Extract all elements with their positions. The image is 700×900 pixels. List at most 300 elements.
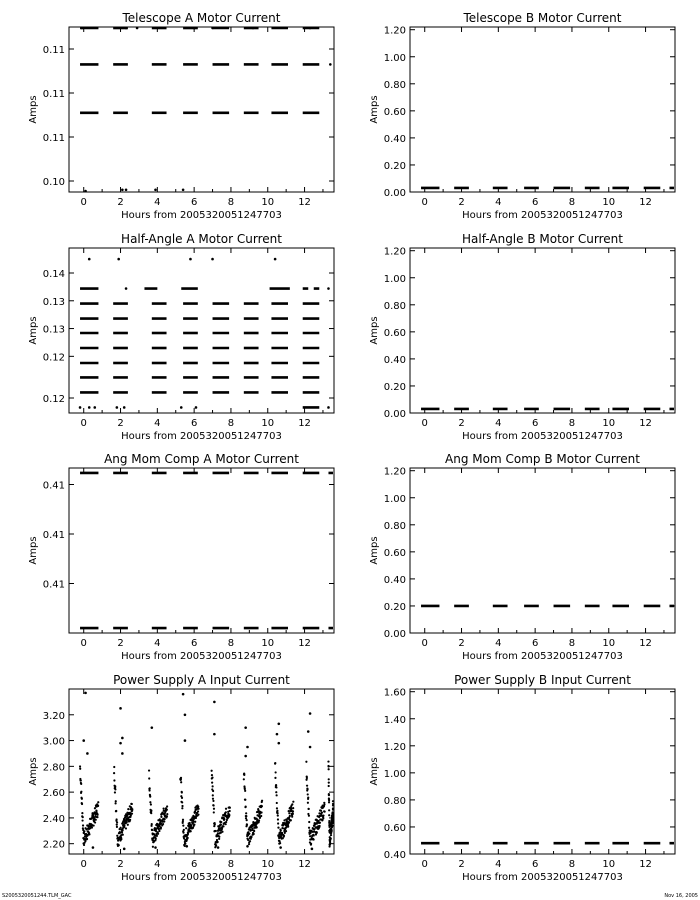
data-point [81,798,83,800]
data-point [277,723,280,726]
data-point [275,771,277,773]
plot-frame [410,27,675,192]
data-point [114,788,116,790]
x-tick-label: 4 [154,638,161,649]
data-point [222,825,224,827]
chart-title: Telescope B Motor Current [463,11,622,25]
data-point [244,726,247,729]
data-point [225,821,227,823]
y-tick-label: 1.00 [383,273,406,285]
y-tick-label: 1.20 [383,466,406,478]
data-point [245,812,247,814]
data-point [306,788,308,790]
data-point [274,258,277,261]
data-point [320,810,322,812]
data-point [86,752,89,755]
y-tick-label: 1.00 [383,768,406,780]
x-tick-label: 6 [190,638,198,649]
data-point [185,827,187,829]
chart-panel-8 [369,673,675,883]
chart-title: Power Supply B Input Current [454,673,631,687]
data-point [288,812,290,814]
x-tick-label: 12 [298,638,311,649]
y-tick-label: 1.00 [383,52,406,64]
data-series [79,692,334,851]
data-point [261,805,263,807]
data-point [120,827,122,829]
x-tick-label: 12 [639,638,652,649]
x-tick-label: 10 [261,418,275,429]
y-tick-label: 0.00 [383,188,406,199]
data-point [126,821,128,823]
data-point [116,824,118,826]
x-tick-label: 2 [458,418,465,429]
data-point [184,843,186,845]
x-tick-label: 4 [154,859,161,870]
data-point [149,801,151,803]
data-point [189,258,192,261]
x-tick-label: 10 [602,859,616,870]
data-point [88,406,91,409]
data-point [96,816,98,818]
data-point [279,840,281,842]
chart-title: Ang Mom Comp B Motor Current [445,452,640,466]
data-point [247,839,249,841]
plot-frame [69,248,334,413]
data-point [113,772,115,774]
data-point [211,777,213,779]
data-point [127,824,129,826]
data-point [166,809,168,811]
x-tick-label: 12 [639,418,652,429]
data-point [328,785,330,787]
plot-frame [69,468,334,633]
data-point [122,834,124,836]
x-tick-label: 0 [80,638,87,649]
data-point [122,829,124,831]
data-point [115,810,117,812]
data-point [151,823,153,825]
data-point [181,807,183,809]
data-point [160,816,162,818]
data-point [148,769,150,771]
data-point [160,826,162,828]
data-point [213,701,216,704]
data-point [187,833,189,835]
data-point [277,822,279,824]
data-point [328,820,330,822]
data-point [283,835,285,837]
data-point [131,803,133,805]
y-tick-label: 0.20 [383,160,406,172]
y-axis-label: Amps [28,316,39,345]
y-tick-label: 1.20 [383,25,406,37]
data-point [190,825,192,827]
data-point [220,824,222,826]
data-point [316,832,318,834]
data-point [149,795,151,797]
data-point [79,768,81,770]
data-point [321,811,323,813]
data-point [276,810,278,812]
data-point [193,823,195,825]
data-point [166,815,168,817]
data-point [182,819,184,821]
data-point [150,812,152,814]
x-tick-label: 0 [80,859,87,870]
data-point [328,768,330,770]
data-point [223,818,225,820]
data-point [225,823,227,825]
y-tick-label: 0.10 [42,177,65,188]
data-point [318,820,320,822]
chart-panel-2 [369,11,675,221]
plot-frame [69,689,334,854]
x-tick-label: 6 [531,859,539,870]
y-axis-label: Amps [369,95,380,124]
data-point [217,841,219,843]
data-point [328,809,330,811]
data-point [125,189,128,192]
data-point [331,825,333,827]
data-point [276,733,279,736]
data-point [229,810,231,812]
data-point [115,818,117,820]
data-point [251,828,253,830]
data-point [160,822,162,824]
data-point [229,807,231,809]
data-point [307,793,309,795]
data-point [307,730,310,733]
y-tick-label: 0.40 [383,850,406,861]
data-point [331,829,333,831]
data-point [212,798,214,800]
data-point [119,707,122,710]
data-point [80,783,82,785]
x-tick-label: 8 [568,638,576,649]
data-point [260,811,262,813]
data-point [277,818,279,820]
y-tick-label: 2.80 [42,762,65,774]
data-point [197,810,199,812]
x-tick-label: 0 [421,197,428,208]
data-point [309,835,311,837]
y-axis-label: Amps [28,757,39,786]
y-tick-label: 0.40 [383,574,406,586]
x-tick-label: 10 [602,197,616,208]
x-tick-label: 12 [298,197,311,208]
data-point [163,808,165,810]
data-point [309,27,312,30]
data-point [328,814,330,816]
y-tick-label: 0.13 [42,324,65,336]
data-point [114,785,116,787]
y-tick-label: 0.60 [383,106,406,118]
x-axis-label: Hours from 2005320051247703 [462,872,623,883]
data-point [225,808,227,810]
data-point [253,830,255,832]
data-point [116,406,119,409]
data-point [245,817,247,819]
y-tick-label: 0.11 [42,133,65,144]
data-point [119,742,122,745]
data-point [158,830,160,832]
x-axis-label: Hours from 2005320051247703 [462,651,623,662]
data-point [281,832,283,834]
data-point [150,810,152,812]
data-point [82,739,85,742]
data-point [131,808,133,810]
data-point [197,808,199,810]
y-tick-label: 0.41 [42,480,65,492]
data-point [328,801,330,803]
x-axis-label: Hours from 2005320051247703 [462,431,623,442]
y-axis-label: Amps [28,95,39,124]
data-point [245,815,247,817]
y-tick-label: 0.80 [383,300,406,312]
data-point [121,189,124,192]
data-point [332,800,334,802]
data-point [184,845,186,847]
data-point [246,824,248,826]
y-tick-label: 1.00 [383,493,406,505]
data-point [329,63,332,66]
data-point [92,846,95,849]
y-tick-label: 0.00 [383,629,406,640]
data-point [211,27,214,30]
x-tick-label: 0 [80,197,87,208]
data-point [127,808,129,810]
data-point [277,827,279,829]
data-point [322,817,324,819]
data-point [248,833,250,835]
data-point [125,287,128,290]
data-point [116,835,118,837]
data-point [131,813,133,815]
x-tick-label: 10 [261,859,275,870]
data-point [215,844,217,846]
data-point [307,796,309,798]
data-point [245,805,247,807]
data-point [187,837,189,839]
data-point [197,806,199,808]
data-point [91,826,93,828]
data-point [329,842,331,844]
y-tick-label: 0.20 [383,381,406,393]
x-tick-label: 8 [227,859,235,870]
data-point [292,807,294,809]
y-tick-label: 0.11 [42,45,65,56]
data-point [214,823,216,825]
data-point [256,826,258,828]
data-point [92,824,94,826]
y-axis-label: Amps [369,757,380,786]
plot-frame [410,689,675,854]
data-point [332,803,334,805]
data-point [220,821,222,823]
data-point [243,778,245,780]
data-point [114,791,116,793]
y-tick-label: 2.60 [42,788,65,800]
data-point [79,406,82,409]
data-point [218,838,220,840]
x-axis-label: Hours from 2005320051247703 [462,210,623,221]
data-point [181,797,183,799]
data-point [288,821,290,823]
x-tick-label: 10 [602,638,616,649]
data-point [280,829,282,831]
data-point [189,822,191,824]
data-point [213,808,215,810]
data-point [291,816,293,818]
data-point [182,832,184,834]
data-point [285,830,287,832]
data-point [305,761,307,763]
data-point [308,827,310,829]
chart-panel-4 [369,232,675,442]
data-point [97,805,99,807]
y-tick-label: 0.13 [42,296,65,308]
y-tick-label: 0.12 [42,352,65,364]
data-point [182,693,185,696]
x-tick-label: 12 [298,859,311,870]
data-point [313,834,315,836]
data-point [327,287,330,290]
data-point [276,794,278,796]
data-point [306,777,308,779]
footer-filename: S2005320051244.TLM_GAC [2,893,72,899]
data-point [252,27,255,30]
data-point [84,190,87,193]
x-tick-label: 12 [639,197,652,208]
data-point [275,784,277,786]
data-point [309,746,312,749]
data-point [244,799,246,801]
data-point [328,778,330,780]
y-tick-label: 0.80 [383,520,406,532]
data-point [152,846,154,848]
data-point [148,789,150,791]
y-tick-label: 0.40 [383,133,406,145]
data-point [218,836,220,838]
data-series [80,473,333,628]
y-axis-label: Amps [369,316,380,345]
data-point [211,770,213,772]
x-tick-label: 10 [602,418,616,429]
data-point [319,822,321,824]
y-tick-label: 0.60 [383,327,406,339]
chart-title: Telescope A Motor Current [122,11,281,25]
chart-panel-7 [28,673,334,883]
data-point [292,810,294,812]
data-point [244,790,246,792]
data-point [166,813,168,815]
x-tick-label: 6 [531,418,539,429]
data-point [181,801,183,803]
data-point [323,803,325,805]
data-point [213,811,215,813]
data-point [80,779,82,781]
data-point [180,777,182,779]
y-tick-label: 0.80 [383,79,406,91]
data-point [79,765,81,767]
data-point [275,791,277,793]
chart-panel-5 [28,452,334,662]
data-point [97,814,99,816]
data-point [81,812,83,814]
data-point [116,826,118,828]
data-point [82,824,84,826]
data-point [183,829,185,831]
data-point [330,834,332,836]
x-tick-label: 6 [190,418,198,429]
data-point [310,843,312,845]
x-tick-label: 2 [458,638,465,649]
x-tick-label: 8 [568,859,576,870]
data-point [162,823,164,825]
data-point [328,782,330,784]
data-point [180,406,183,409]
x-tick-label: 2 [458,197,465,208]
data-point [123,406,126,409]
data-point [93,406,96,409]
x-tick-label: 2 [117,859,124,870]
data-point [125,27,128,30]
data-point [84,692,87,695]
x-tick-label: 8 [568,418,576,429]
x-tick-label: 0 [80,418,87,429]
chart-title: Half-Angle B Motor Current [462,232,623,246]
data-point [117,258,120,261]
data-point [166,805,168,807]
data-point [123,848,126,851]
data-point [197,814,199,816]
data-point [149,787,151,789]
y-tick-label: 0.40 [383,354,406,366]
data-point [332,821,334,823]
data-point [181,791,183,793]
data-point [279,846,282,849]
x-tick-label: 4 [495,197,502,208]
x-tick-label: 8 [568,197,576,208]
data-point [292,813,294,815]
x-tick-label: 4 [495,859,502,870]
data-point [95,819,97,821]
data-point [308,808,310,810]
data-point [323,805,325,807]
data-point [115,800,117,802]
data-point [246,819,248,821]
data-point [311,848,314,851]
data-point [309,712,312,715]
data-point [308,821,310,823]
data-point [212,790,214,792]
data-point [258,819,260,821]
x-tick-label: 4 [154,418,161,429]
y-tick-label: 1.20 [383,741,406,753]
data-point [148,777,150,779]
data-point [261,800,263,802]
y-tick-label: 0.60 [383,822,406,834]
chart-panel-3 [28,232,334,442]
data-point [327,760,329,762]
data-point [121,752,124,755]
data-point [157,833,159,835]
data-point [194,821,196,823]
data-point [274,762,276,764]
data-point [212,800,214,802]
data-point [192,827,194,829]
